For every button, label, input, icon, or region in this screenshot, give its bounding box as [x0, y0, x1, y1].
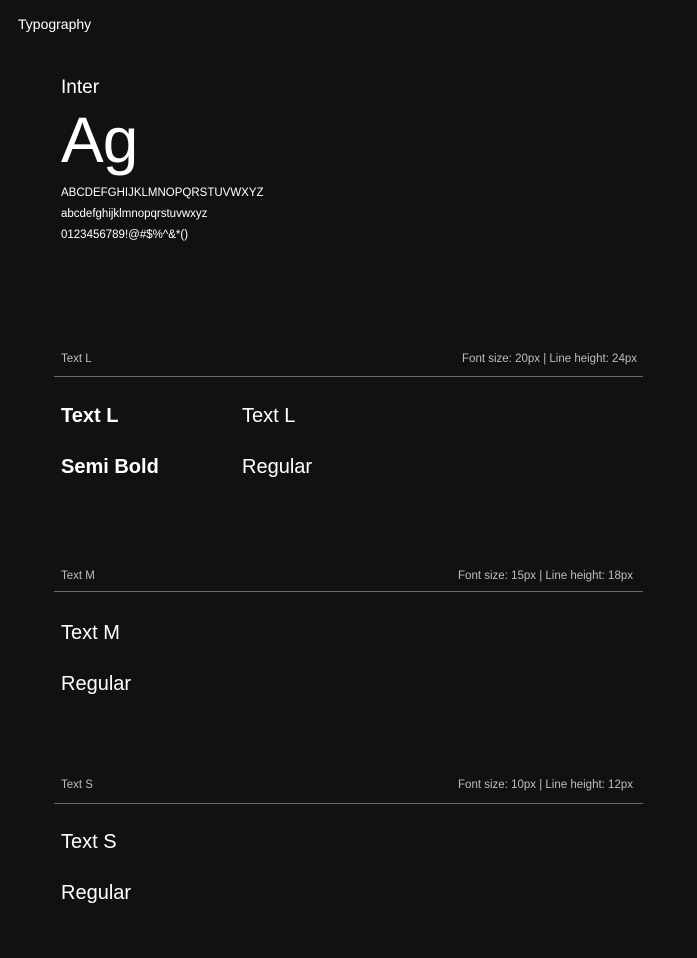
- section-divider-text-m: [54, 591, 643, 592]
- section-label-text-s: Text S: [61, 779, 93, 791]
- sample-text-s-regular: Text S: [61, 831, 117, 853]
- lowercase-alphabet: abcdefghijklmnopqrstuvwxyz: [61, 208, 208, 220]
- weight-label-regular: Regular: [242, 456, 313, 478]
- section-label-text-m: Text M: [61, 570, 95, 582]
- section-divider-text-l: [54, 376, 643, 377]
- section-spec-text-s: Font size: 10px | Line height: 12px: [458, 779, 633, 791]
- font-family-name: Inter: [61, 77, 100, 98]
- section-spec-text-l: Font size: 20px | Line height: 24px: [462, 353, 637, 365]
- sample-text-l-regular: Text L: [242, 405, 296, 427]
- section-label-text-l: Text L: [61, 353, 92, 365]
- weight-label-semibold: Semi Bold: [61, 456, 159, 478]
- section-spec-text-m: Font size: 15px | Line height: 18px: [458, 570, 633, 582]
- sample-text-m-regular: Text M: [61, 622, 120, 644]
- digits-and-symbols: 0123456789!@#$%^&*(): [61, 229, 189, 241]
- weight-label-regular-m: Regular: [61, 673, 132, 695]
- uppercase-alphabet: ABCDEFGHIJKLMNOPQRSTUVWXYZ: [61, 187, 264, 199]
- font-specimen-glyphs: Ag: [61, 104, 138, 176]
- section-divider-text-s: [54, 803, 643, 804]
- sample-text-l-semibold: Text L: [61, 405, 119, 427]
- weight-label-regular-s: Regular: [61, 882, 132, 904]
- frame-title: Typography: [18, 16, 92, 32]
